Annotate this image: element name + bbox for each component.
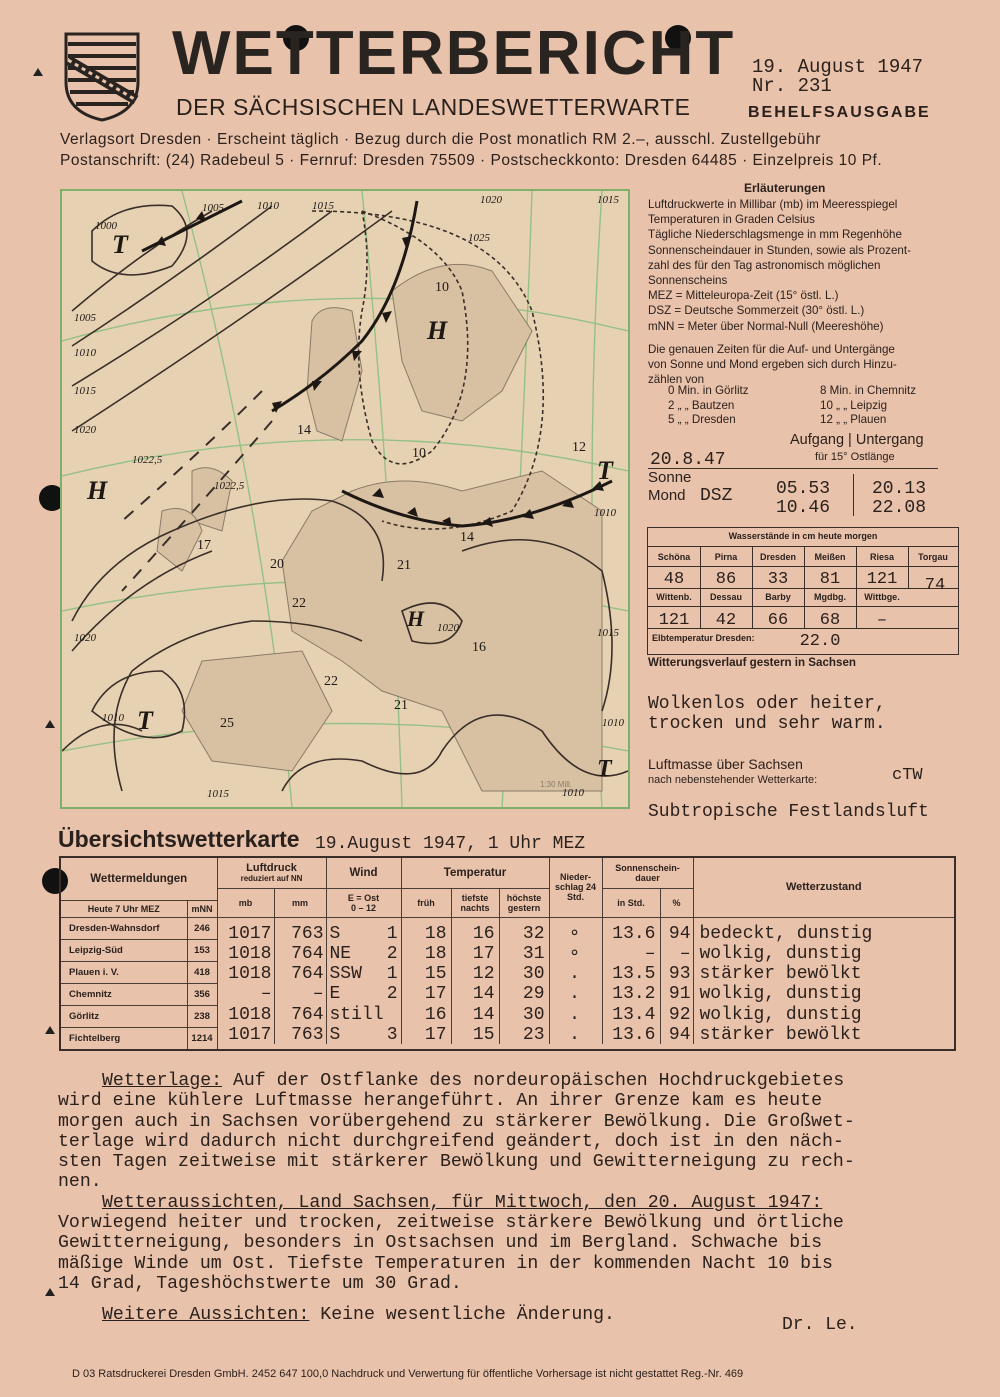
station-name: Görlitz xyxy=(60,1005,187,1027)
cell-zustand: wolkig, dunstig xyxy=(699,1004,862,1025)
isobar-label: 1020 xyxy=(480,194,502,206)
cell-frueh: 17 xyxy=(424,984,447,1005)
gauge-name: Mgdbg. xyxy=(814,592,846,602)
cell-wstr: 3 xyxy=(386,1024,398,1045)
isobar-label: 1022,5 xyxy=(214,480,245,492)
cell-tief: 16 xyxy=(472,923,495,944)
verlauf-line: Wolkenlos oder heiter, xyxy=(648,694,886,714)
header-temperatur: Temperatur xyxy=(401,857,549,888)
luftmasse-label: Luftmasse über Sachsen xyxy=(648,756,803,772)
cell-hoch: 31 xyxy=(522,944,545,965)
temp-label: 25 xyxy=(220,716,234,731)
temp-label: 22 xyxy=(292,596,306,611)
cell-pct: 92 xyxy=(668,1004,691,1025)
isobar-label: 1010 xyxy=(74,347,96,359)
legend-line: DSZ = Deutsche Sommerzeit (30° östl. L.) xyxy=(648,304,865,318)
moon-label: Mond xyxy=(648,487,686,504)
cell-std: 13.6 xyxy=(612,923,656,944)
cell-zustand: stärker bewölkt xyxy=(699,964,862,985)
correction-cell: 8 Min. in Chemnitz xyxy=(820,384,917,397)
legend-line: Sonnenscheins xyxy=(648,274,728,288)
issue-number: Nr. 231 xyxy=(752,75,832,97)
header-sonne: Sonnenschein- dauer xyxy=(602,857,693,888)
correction-cell: 10 „ „ Leipzig xyxy=(820,398,888,412)
text-line: sten Tagen zeitweise mit stärkerer Bewölkung und Gewitterneigung zu rech- xyxy=(58,1152,855,1173)
divider xyxy=(648,566,958,567)
gauge-name: Wittbge. xyxy=(864,592,900,602)
cell-wstr: 1 xyxy=(386,964,398,985)
cell-wind: S xyxy=(329,1024,341,1045)
text-line: Gewitterneigung, besonders in Ostsachsen und im Bergland. Schwache bis xyxy=(58,1233,822,1254)
station-name: Leipzig-Süd xyxy=(60,939,187,961)
station-altitude: 356 xyxy=(187,983,217,1005)
cell-wstr: 2 xyxy=(386,984,398,1005)
cell-mm: 764 xyxy=(291,944,324,965)
cell-frueh: 18 xyxy=(424,944,447,965)
cell-hoch: 30 xyxy=(522,964,545,985)
map-low-center: T xyxy=(597,456,613,485)
legend-note xyxy=(648,342,938,388)
legend-note-line: von Sonne und Mond ergeben sich durch Hinzu- xyxy=(648,358,897,372)
isobar-label: 1015 xyxy=(597,627,619,639)
isobar-label: 1020 xyxy=(74,424,96,436)
data-rows xyxy=(218,918,955,1044)
gauge-value: 81 xyxy=(819,570,841,589)
header-luftdruck-label: Luftdruck xyxy=(246,862,297,875)
verlauf-text xyxy=(648,694,886,734)
header-wind-ost: E = Ost xyxy=(347,892,380,903)
gauge-name: Dresden xyxy=(759,552,796,562)
margin-mark xyxy=(45,1288,55,1296)
temp-label: 20 xyxy=(270,557,284,572)
isobar-label: 1015 xyxy=(74,385,96,397)
legend-lines xyxy=(648,197,938,334)
weather-map xyxy=(60,189,630,809)
header-tiefste: tiefste nachts xyxy=(451,888,499,917)
cell-std: 13.6 xyxy=(612,1024,656,1045)
correction-cell: 0 Min. in Görlitz xyxy=(668,384,749,397)
cell-zustand: bedeckt, dunstig xyxy=(699,923,873,944)
cell-mb: 1017 xyxy=(228,923,272,944)
cell-mm: 763 xyxy=(291,1024,324,1045)
table-row xyxy=(218,964,955,984)
cell-wind: E xyxy=(329,984,341,1005)
legend-line: zahl des für den Tag astronomisch möglichen xyxy=(648,258,881,272)
table-row xyxy=(218,1025,955,1045)
text-line: morgen auch in Sachsen vorübergehend zu stärkerer Bewölkung. Die Großwet- xyxy=(58,1111,855,1132)
cell-std: – xyxy=(644,944,656,965)
header-meldungen: Wettermeldungen xyxy=(60,857,217,901)
legend-title: Erläuterungen xyxy=(744,181,826,195)
header-luftdruck-sub: reduziert auf NN xyxy=(240,874,303,884)
cell-wstr: 2 xyxy=(386,944,398,965)
isobar-label: 1005 xyxy=(74,312,96,324)
cell-zustand: stärker bewölkt xyxy=(699,1024,862,1045)
cell-hoch: 29 xyxy=(522,984,545,1005)
cell-wind: still xyxy=(329,1004,384,1025)
cell-std: 13.5 xyxy=(612,964,656,985)
cell-frueh: 17 xyxy=(424,1024,447,1045)
legend-line: mNN = Meter über Normal-Null (Meereshöhe) xyxy=(648,319,884,333)
header-wind: Wind xyxy=(326,857,401,888)
cell-mb: 1017 xyxy=(228,1024,272,1045)
footer: D 03 Ratsdruckerei Dresden GmbH. 2452 647 100,0 Nachdruck und Verwertung für öffentliche Vorhersage ist nicht gestattet Reg.-Nr. 469 xyxy=(72,1368,744,1380)
gauge-value: 121 xyxy=(658,611,690,630)
margin-mark xyxy=(45,720,55,728)
cell-mm: 763 xyxy=(291,923,324,944)
gauge-value: 66 xyxy=(767,611,789,630)
verlauf-label: Witterungsverlauf gestern in Sachsen xyxy=(648,656,856,669)
cell-zustand: wolkig, dunstig xyxy=(699,944,862,965)
cell-wind: SSW xyxy=(329,964,362,985)
header-pct: % xyxy=(660,888,693,917)
temp-label: 12 xyxy=(572,440,586,455)
gauge-name: Dessau xyxy=(709,592,743,602)
divider xyxy=(853,474,854,516)
cell-zustand: wolkig, dunstig xyxy=(699,984,862,1005)
cell-frueh: 16 xyxy=(424,1004,447,1025)
forecast-text xyxy=(58,1071,948,1326)
isobar-label: 1020 xyxy=(437,622,459,634)
temp-label: 21 xyxy=(394,698,408,713)
text-line: Keine wesentliche Änderung. xyxy=(309,1305,615,1326)
cell-std: 13.2 xyxy=(612,984,656,1005)
cell-mb: 1018 xyxy=(228,964,272,985)
isobar-label: 1015 xyxy=(312,200,334,212)
gauge-value: 48 xyxy=(663,570,685,589)
overview-title: Übersichtswetterkarte xyxy=(58,826,300,852)
station-altitude: 246 xyxy=(187,917,217,939)
correction-cell: 2 „ „ Bautzen xyxy=(668,398,735,412)
gauge-name: Barby xyxy=(765,592,791,602)
text-line: terlage wird dadurch nicht durchgreifend geändert, doch ist in den näch- xyxy=(58,1131,844,1152)
map-low-center: T xyxy=(137,706,153,735)
station-table xyxy=(59,856,956,1051)
legend-line: Sonnenscheindauer in Stunden, sowie als Prozent- xyxy=(648,243,911,257)
table-row xyxy=(218,984,955,1004)
header-mm: mm xyxy=(274,888,326,917)
table-row xyxy=(218,924,955,944)
temp-label: 16 xyxy=(472,640,486,655)
cell-nied: . xyxy=(569,984,580,1005)
header-luftdruck xyxy=(217,857,326,888)
weitere-label: Weitere Aussichten: xyxy=(102,1305,310,1326)
isobar-label: 1010 xyxy=(562,787,584,799)
map-high-center: H xyxy=(407,606,425,631)
sun-moon-header: Aufgang | Untergang xyxy=(790,432,924,448)
cell-mm: 764 xyxy=(291,964,324,985)
gauge-value: 86 xyxy=(715,570,737,589)
temp-label: 10 xyxy=(412,446,426,461)
gauge-value: 42 xyxy=(715,611,737,630)
verlauf-line: trocken und sehr warm. xyxy=(648,714,886,734)
land-masses xyxy=(157,264,602,791)
date-text: 19. August 1947 xyxy=(752,56,924,78)
cell-hoch: 30 xyxy=(522,1004,545,1025)
signature: Dr. Le. xyxy=(782,1315,858,1335)
temp-label: 22 xyxy=(324,674,338,689)
correction-cell: 12 „ „ Plauen xyxy=(820,413,887,426)
elbe-temp-value: 22.0 xyxy=(799,632,841,651)
cell-wstr: 1 xyxy=(386,923,398,944)
tz-label: DSZ xyxy=(700,486,733,506)
luftmasse-name: Subtropische Festlandsluft xyxy=(648,802,929,822)
legend-line: MEZ = Mitteleuropa-Zeit (15° östl. L.) xyxy=(648,289,839,303)
masthead-subtitle: DER SÄCHSISCHEN LANDESWETTERWARTE xyxy=(176,94,691,120)
text-line: 14 Grad, Tageshöchstwerte um 30 Grad. xyxy=(58,1273,462,1294)
divider xyxy=(648,468,938,469)
header-frueh: früh xyxy=(401,888,451,917)
masthead-title: WETTERBERICHT xyxy=(172,19,736,88)
margin-mark xyxy=(45,1026,55,1034)
isobar-label: 1025 xyxy=(468,232,490,244)
cell-nied: . xyxy=(569,1004,580,1025)
publisher-line-2: Postanschrift: (24) Radebeul 5 · Fernruf: Dresden 75509 · Postscheckkonto: Dresden 64485 · Einzelpreis 10 Pf. xyxy=(60,152,883,169)
temp-label: 10 xyxy=(435,280,449,295)
table-row xyxy=(218,1005,955,1025)
legend-line: Luftdruckwerte in Millibar (mb) im Meeresspiegel xyxy=(648,198,898,211)
station-name: Chemnitz xyxy=(60,983,187,1005)
header-mb: mb xyxy=(217,888,274,917)
cell-frueh: 18 xyxy=(424,923,447,944)
isobar-label: 1005 xyxy=(202,202,224,214)
cell-wind: NE xyxy=(329,944,352,965)
cell-mb: – xyxy=(260,984,272,1005)
margin-mark xyxy=(33,68,43,76)
gauge-name: Riesa xyxy=(869,552,895,562)
luftmasse-sublabel: nach nebenstehender Wetterkarte: xyxy=(648,774,818,786)
cell-nied: ∘ xyxy=(569,944,580,965)
wetterlage-label: Wetterlage: xyxy=(102,1071,223,1091)
cell-mm: – xyxy=(312,984,324,1005)
map-high-center: H xyxy=(427,316,448,345)
isobar-label: 1010 xyxy=(102,712,124,724)
station-name: Fichtelberg xyxy=(60,1027,187,1050)
cell-pct: 93 xyxy=(668,964,691,985)
gauge-name: Meißen xyxy=(814,552,846,562)
divider xyxy=(648,606,958,607)
header-hoechste: höchste gestern xyxy=(499,888,549,917)
text-line: Vorwiegend heiter und trocken, zeitweise stärkere Bewölkung und örtliche xyxy=(58,1213,844,1234)
gauge-name: Wittenb. xyxy=(656,592,692,602)
isobar-label: 1010 xyxy=(602,717,624,729)
cell-hoch: 23 xyxy=(522,1024,545,1045)
station-altitude: 418 xyxy=(187,961,217,983)
gauge-value: 74 xyxy=(924,576,946,595)
station-altitude: 238 xyxy=(187,1005,217,1027)
temp-label: 17 xyxy=(197,538,211,553)
divider xyxy=(648,546,958,547)
text-line: wird eine kühlere Luftmasse herangeführt. An ihrer Grenze kam es heute xyxy=(58,1091,822,1112)
water-table-title: Wasserstände in cm heute morgen xyxy=(728,531,878,541)
gauge-name: Schöna xyxy=(657,552,691,562)
isobar-label: 1020 xyxy=(74,632,96,644)
gauge-name: Pirna xyxy=(714,552,738,562)
gauge-value: 68 xyxy=(819,611,841,630)
elbe-temp-label: Elbtemperatur Dresden: xyxy=(652,633,755,643)
station-altitude: 1214 xyxy=(187,1027,217,1050)
temp-label: 14 xyxy=(297,423,311,438)
cell-pct: 91 xyxy=(668,984,691,1005)
temp-label: 14 xyxy=(460,530,474,545)
cell-tief: 12 xyxy=(472,964,495,985)
legend-note-line: zählen von xyxy=(648,373,705,387)
cell-nied: . xyxy=(569,1024,580,1045)
isobar-label: 1010 xyxy=(257,200,279,212)
cell-wind: S xyxy=(329,923,341,944)
cell-pct: 94 xyxy=(668,923,691,944)
text-line: Auf der Ostflanke des nordeuropäischen Hochdruckgebietes xyxy=(222,1071,845,1091)
map-high-center: H xyxy=(87,476,108,505)
luftmasse-code: cTW xyxy=(892,766,923,785)
cell-mb: 1018 xyxy=(228,1004,272,1025)
sun-rise: 05.53 xyxy=(776,479,831,499)
map-scale: 1:30 Mill. xyxy=(540,780,573,789)
gauge-value: 121 xyxy=(866,570,898,589)
cell-pct: 94 xyxy=(668,1024,691,1045)
cell-nied: ∘ xyxy=(569,923,580,944)
header-mnn: mNN xyxy=(187,901,217,918)
overview-date: 19.August 1947, 1 Uhr MEZ xyxy=(315,834,586,854)
isobar-label: 1015 xyxy=(597,194,619,206)
temp-label: 21 xyxy=(397,558,411,573)
gauge-value: 33 xyxy=(767,570,789,589)
time-corrections xyxy=(668,384,922,428)
cell-tief: 14 xyxy=(472,1004,495,1025)
sun-set: 20.13 xyxy=(872,479,927,499)
cell-hoch: 32 xyxy=(522,923,545,944)
cell-frueh: 15 xyxy=(424,964,447,985)
map-low-center: T xyxy=(597,756,612,782)
cell-mb: 1018 xyxy=(228,944,272,965)
text-line: mäßige Winde um Ost. Tiefste Temperaturen in der kommenden Nacht 10 bis xyxy=(58,1253,833,1274)
cell-tief: 17 xyxy=(472,944,495,965)
cell-tief: 14 xyxy=(472,984,495,1005)
cell-std: 13.4 xyxy=(612,1004,656,1025)
cell-tief: 15 xyxy=(472,1024,495,1045)
header-zustand: Wetterzustand xyxy=(693,857,955,917)
cell-pct: – xyxy=(679,944,691,965)
station-name: Plauen i. V. xyxy=(60,961,187,983)
sun-moon-subheader: für 15° Ostlänge xyxy=(815,451,895,463)
station-altitude: 153 xyxy=(187,939,217,961)
legend-note-line: Die genauen Zeiten für die Auf- und Untergänge xyxy=(648,343,895,356)
correction-cell: 5 „ „ Dresden xyxy=(668,413,736,426)
issue-date xyxy=(752,58,923,96)
gauge-value: – xyxy=(876,611,888,630)
aussichten-label: Wetteraussichten, Land Sachsen, für Mittwoch, den 20. August 1947: xyxy=(102,1192,823,1213)
header-niederschlag: Nieder- schlag 24 Std. xyxy=(549,857,602,917)
table-data-block xyxy=(217,917,955,1050)
publisher-line-1: Verlagsort Dresden · Erscheint täglich · Bezug durch die Post monatlich RM 2.–, ausschl. Zustellgebühr xyxy=(60,131,821,148)
station-name: Dresden-Wahnsdorf xyxy=(60,917,187,939)
table-row xyxy=(218,944,955,964)
gauge-name: Torgau xyxy=(918,552,948,562)
isobar-label: 1015 xyxy=(207,788,229,800)
edition-label: BEHELFSAUSGABE xyxy=(748,104,931,121)
header-wind-scale: 0 – 12 xyxy=(350,902,377,913)
legend-line: Temperaturen in Graden Celsius xyxy=(648,213,815,227)
header-wind-sub xyxy=(326,888,401,917)
moon-rise: 10.46 xyxy=(776,498,831,518)
moon-set: 22.08 xyxy=(872,498,927,518)
cell-mm: 764 xyxy=(291,1004,324,1025)
water-level-table xyxy=(647,527,959,655)
cell-nied: . xyxy=(569,964,580,985)
header-instd: in Std. xyxy=(602,888,660,917)
map-low-center: T xyxy=(112,230,128,259)
isobar-label: 1010 xyxy=(594,507,616,519)
isobar-label: 1022,5 xyxy=(132,454,163,466)
header-heute: Heute 7 Uhr MEZ xyxy=(60,901,187,918)
sun-moon-date: 20.8.47 xyxy=(650,450,726,470)
saxony-crest-icon xyxy=(62,30,142,122)
sun-label: Sonne xyxy=(648,469,692,486)
legend-line: Tägliche Niederschlagsmenge in mm Regenhöhe xyxy=(648,228,902,242)
isobar-label: 1000 xyxy=(95,220,117,232)
text-line: nen. xyxy=(58,1172,102,1193)
